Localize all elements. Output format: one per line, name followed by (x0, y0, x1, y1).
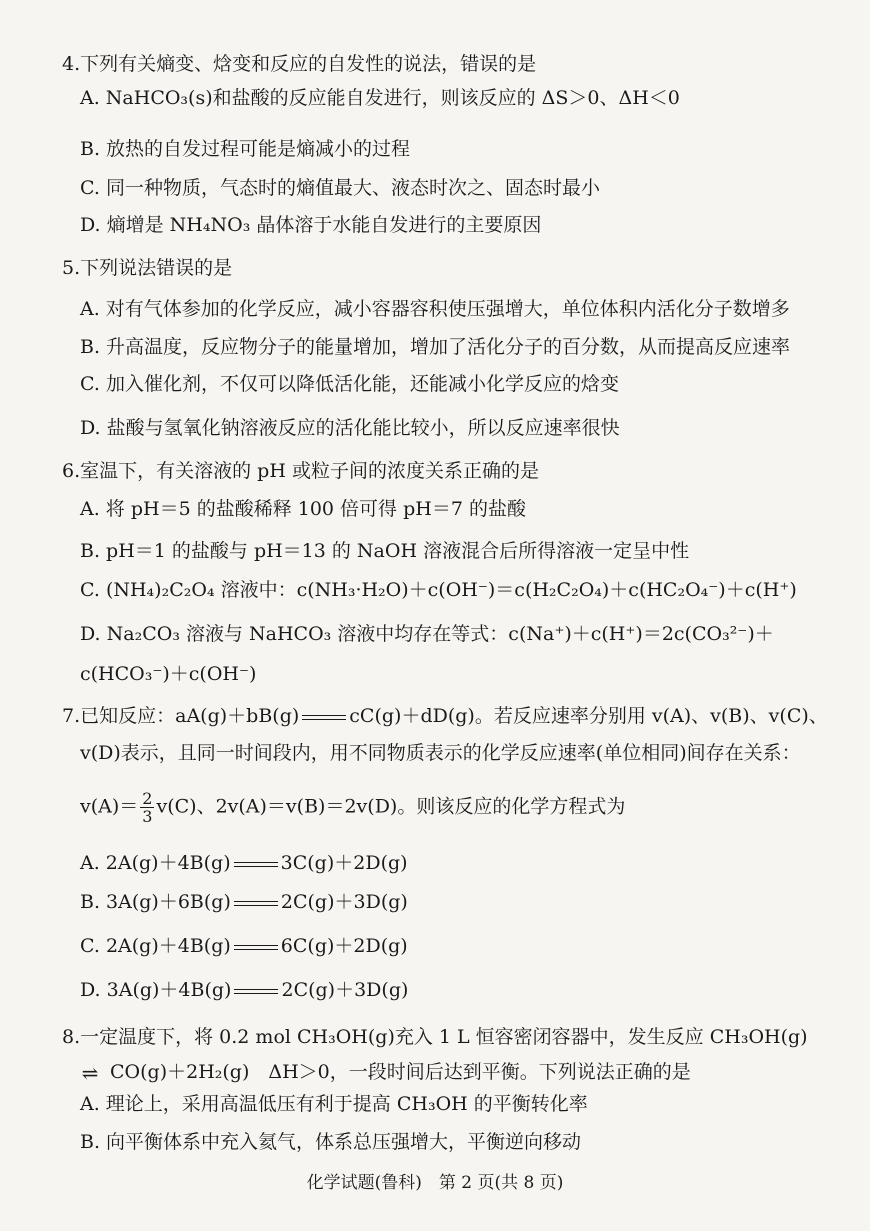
q8-stem-line2: ⇌ CO(g)＋2H₂(g) ΔH＞0，一段时间后达到平衡。下列说法正确的是 (70, 1060, 691, 1085)
q4-option-a: A. NaHCO₃(s)和盐酸的反应能自发进行，则该反应的 ΔS＞0、ΔH＜0 (80, 87, 680, 109)
q5-option-c: C. 加入催化剂，不仅可以降低活化能，还能减小化学反应的焓变 (80, 373, 619, 395)
q8-option-b: B. 向平衡体系中充入氦气，体系总压强增大，平衡逆向移动 (80, 1131, 582, 1153)
equilibrium-arrow-icon: ⇌ (81, 1061, 99, 1085)
q5-option-b: B. 升高温度，反应物分子的能量增加，增加了活化分子的百分数，从而提高反应速率 (80, 336, 791, 358)
q4-option-b: B. 放热的自发过程可能是熵减小的过程 (80, 138, 411, 160)
q6-option-a: A. 将 pH＝5 的盐酸稀释 100 倍可得 pH＝7 的盐酸 (80, 498, 526, 520)
q8-option-a: A. 理论上，采用高温低压有利于提高 CH₃OH 的平衡转化率 (80, 1093, 588, 1115)
page-footer: 化学试题(鲁科) 第 2 页(共 8 页) (306, 1173, 564, 1193)
q4-option-d: D. 熵增是 NH₄NO₃ 晶体溶于水能自发进行的主要原因 (80, 214, 542, 236)
q5-option-a: A. 对有气体参加的化学反应，减小容器容积使压强增大，单位体积内活化分子数增多 (80, 298, 790, 320)
q5-stem: 5.下列说法错误的是 (62, 257, 233, 279)
q7-stem-line2: v(D)表示，且同一时间段内，用不同物质表示的化学反应速率(单位相同)间存在关系： (80, 742, 801, 764)
q7-option-c: C. 2A(g)＋4B(g) 6C(g)＋2D(g) (80, 935, 408, 957)
q6-option-d-line1: D. Na₂CO₃ 溶液与 NaHCO₃ 溶液中均存在等式：c(Na⁺)＋c(H⁺)＝2c(CO₃²⁻)＋ (80, 623, 774, 645)
q4-option-c: C. 同一种物质，气态时的熵值最大、液态时次之、固态时最小 (80, 177, 600, 199)
q7-stem-line1: 7.已知反应：aA(g)＋bB(g) cC(g)＋dD(g)。若反应速率分别用 v(A)、v(B)、v(C)、 (62, 705, 828, 727)
q7-option-b: B. 3A(g)＋6B(g) 2C(g)＋3D(g) (80, 891, 408, 913)
q4-stem: 4.下列有关熵变、焓变和反应的自发性的说法，错误的是 (62, 53, 537, 75)
equals-sign-long (302, 715, 346, 720)
q6-stem: 6.室温下，有关溶液的 pH 或粒子间的浓度关系正确的是 (62, 460, 539, 482)
q8-stem-line1: 8.一定温度下，将 0.2 mol CH₃OH(g)充入 1 L 恒容密闭容器中，发生反应 CH₃OH(g) (62, 1026, 808, 1048)
q6-option-d-line2: c(HCO₃⁻)＋c(OH⁻) (80, 663, 257, 685)
fraction: $\frac{2}{3}$ (142, 789, 153, 826)
q7-stem-line3: v(A)＝ $\frac{2}{3}$ v(C)、2v(A)＝v(B)＝2v(D)。则该反应的化学方程式为 (80, 789, 626, 826)
q5-option-d: D. 盐酸与氢氧化钠溶液反应的活化能比较小，所以反应速率很快 (80, 417, 620, 439)
q7-option-d: D. 3A(g)＋4B(g) 2C(g)＋3D(g) (80, 979, 409, 1001)
q6-option-c: C. (NH₄)₂C₂O₄ 溶液中：c(NH₃·H₂O)＋c(OH⁻)＝c(H₂C₂O₄)＋c(HC₂O₄⁻)＋c(H⁺) (80, 579, 797, 601)
q7-option-a: A. 2A(g)＋4B(g) 3C(g)＋2D(g) (80, 852, 408, 874)
q6-option-b: B. pH＝1 的盐酸与 pH＝13 的 NaOH 溶液混合后所得溶液一定呈中性 (80, 540, 690, 562)
